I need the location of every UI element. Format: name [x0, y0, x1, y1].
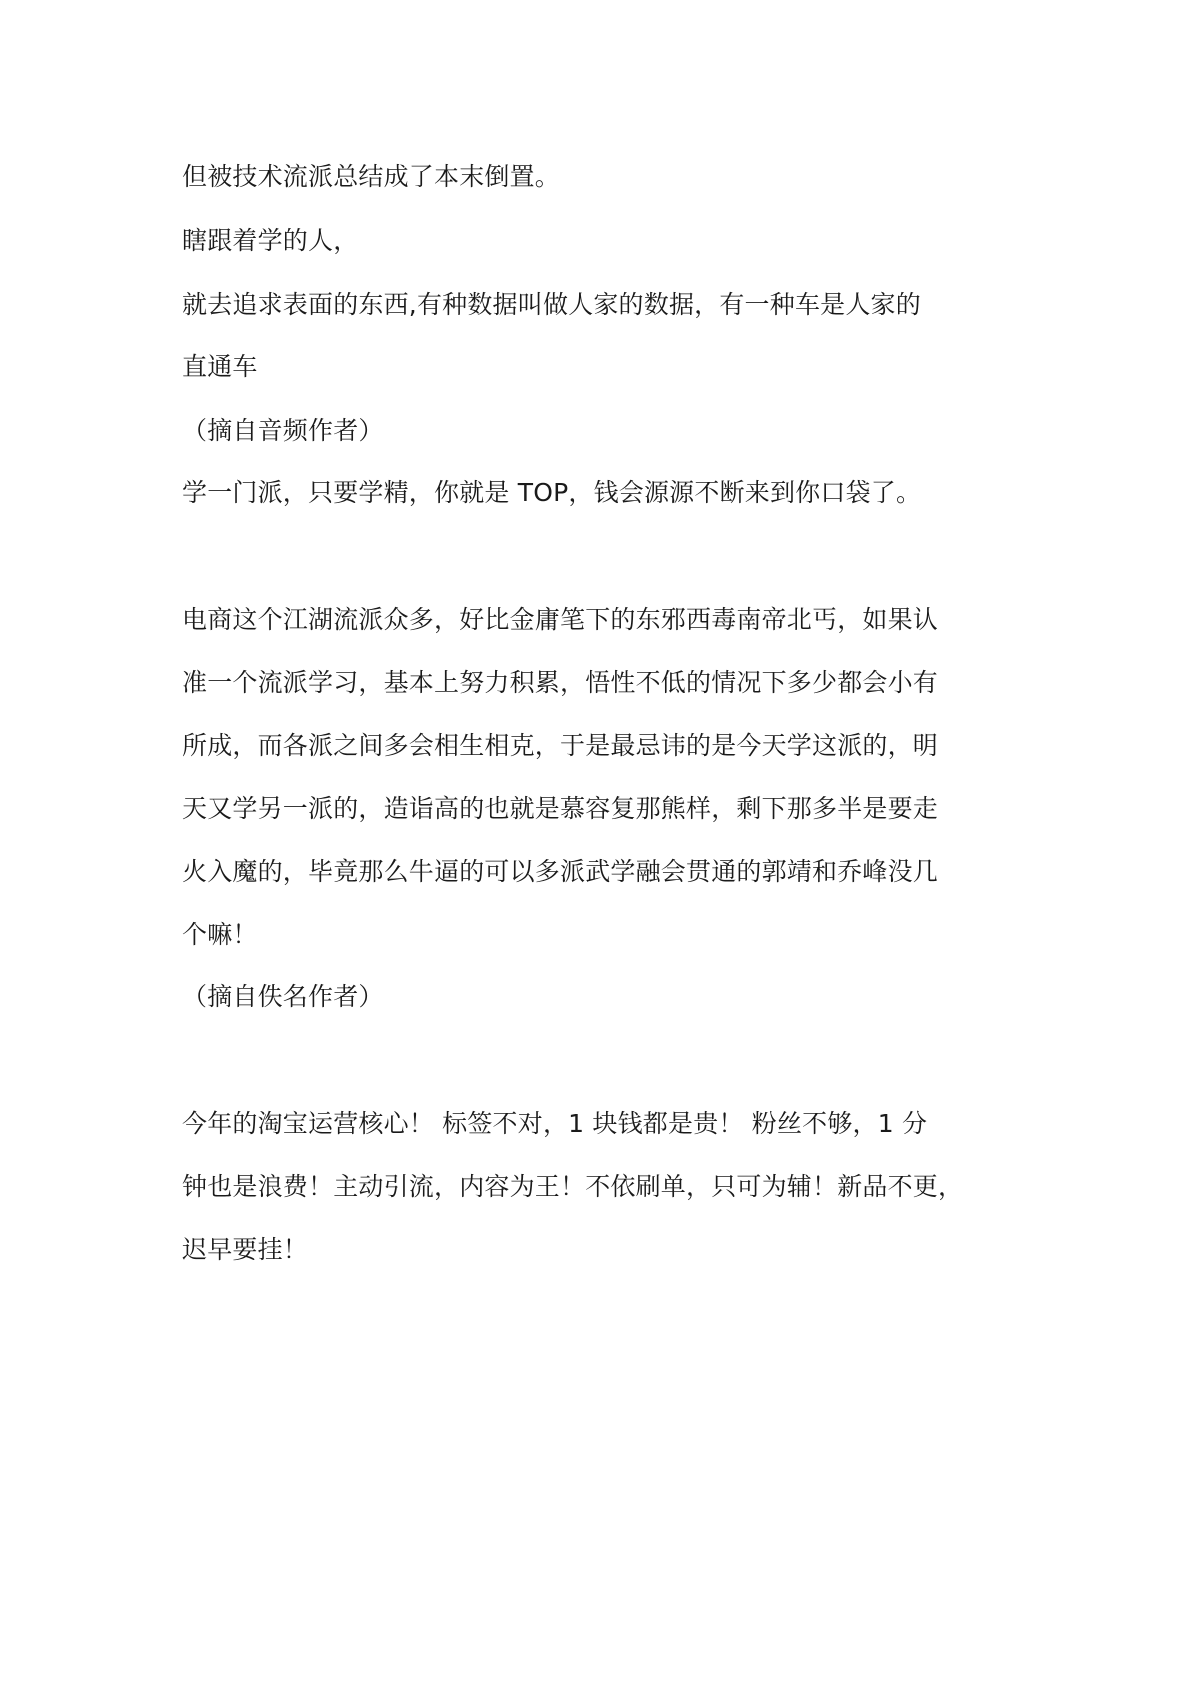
- text-line: 准一个流派学习，基本上努力积累，悟性不低的情况下多少都会小有: [182, 668, 939, 697]
- text-line: 瞎跟着学的人，: [182, 226, 359, 255]
- text-line: 火入魔的，毕竟那么牛逼的可以多派武学融会贯通的郭靖和乔峰没几: [182, 857, 939, 886]
- text-line: 今年的淘宝运营核心！ 标签不对，1 块钱都是贵！ 粉丝不够，1 分: [182, 1109, 928, 1138]
- attribution-line: （摘自音频作者）: [182, 416, 384, 445]
- text-line: 直通车: [182, 352, 258, 381]
- text-line: 钟也是浪费！主动引流，内容为王！不依刷单，只可为辅！新品不更，: [182, 1172, 964, 1201]
- attribution-line: （摘自佚名作者）: [182, 982, 384, 1011]
- text-line: 迟早要挂！: [182, 1235, 309, 1264]
- text-line: 所成，而各派之间多会相生相克，于是最忌讳的是今天学这派的，明: [182, 731, 939, 760]
- text-line: 但被技术流派总结成了本末倒置。: [182, 162, 561, 191]
- text-line: 学一门派，只要学精，你就是 TOP，钱会源源不断来到你口袋了。: [182, 478, 922, 507]
- text-line: 就去追求表面的东西,有种数据叫做人家的数据，有一种车是人家的: [182, 290, 921, 319]
- text-line: 电商这个江湖流派众多，好比金庸笔下的东邪西毒南帝北丐，如果认: [182, 605, 939, 634]
- text-line: 天又学另一派的，造诣高的也就是慕容复那熊样，剩下那多半是要走: [182, 794, 939, 823]
- text-line: 个嘛！: [182, 920, 258, 949]
